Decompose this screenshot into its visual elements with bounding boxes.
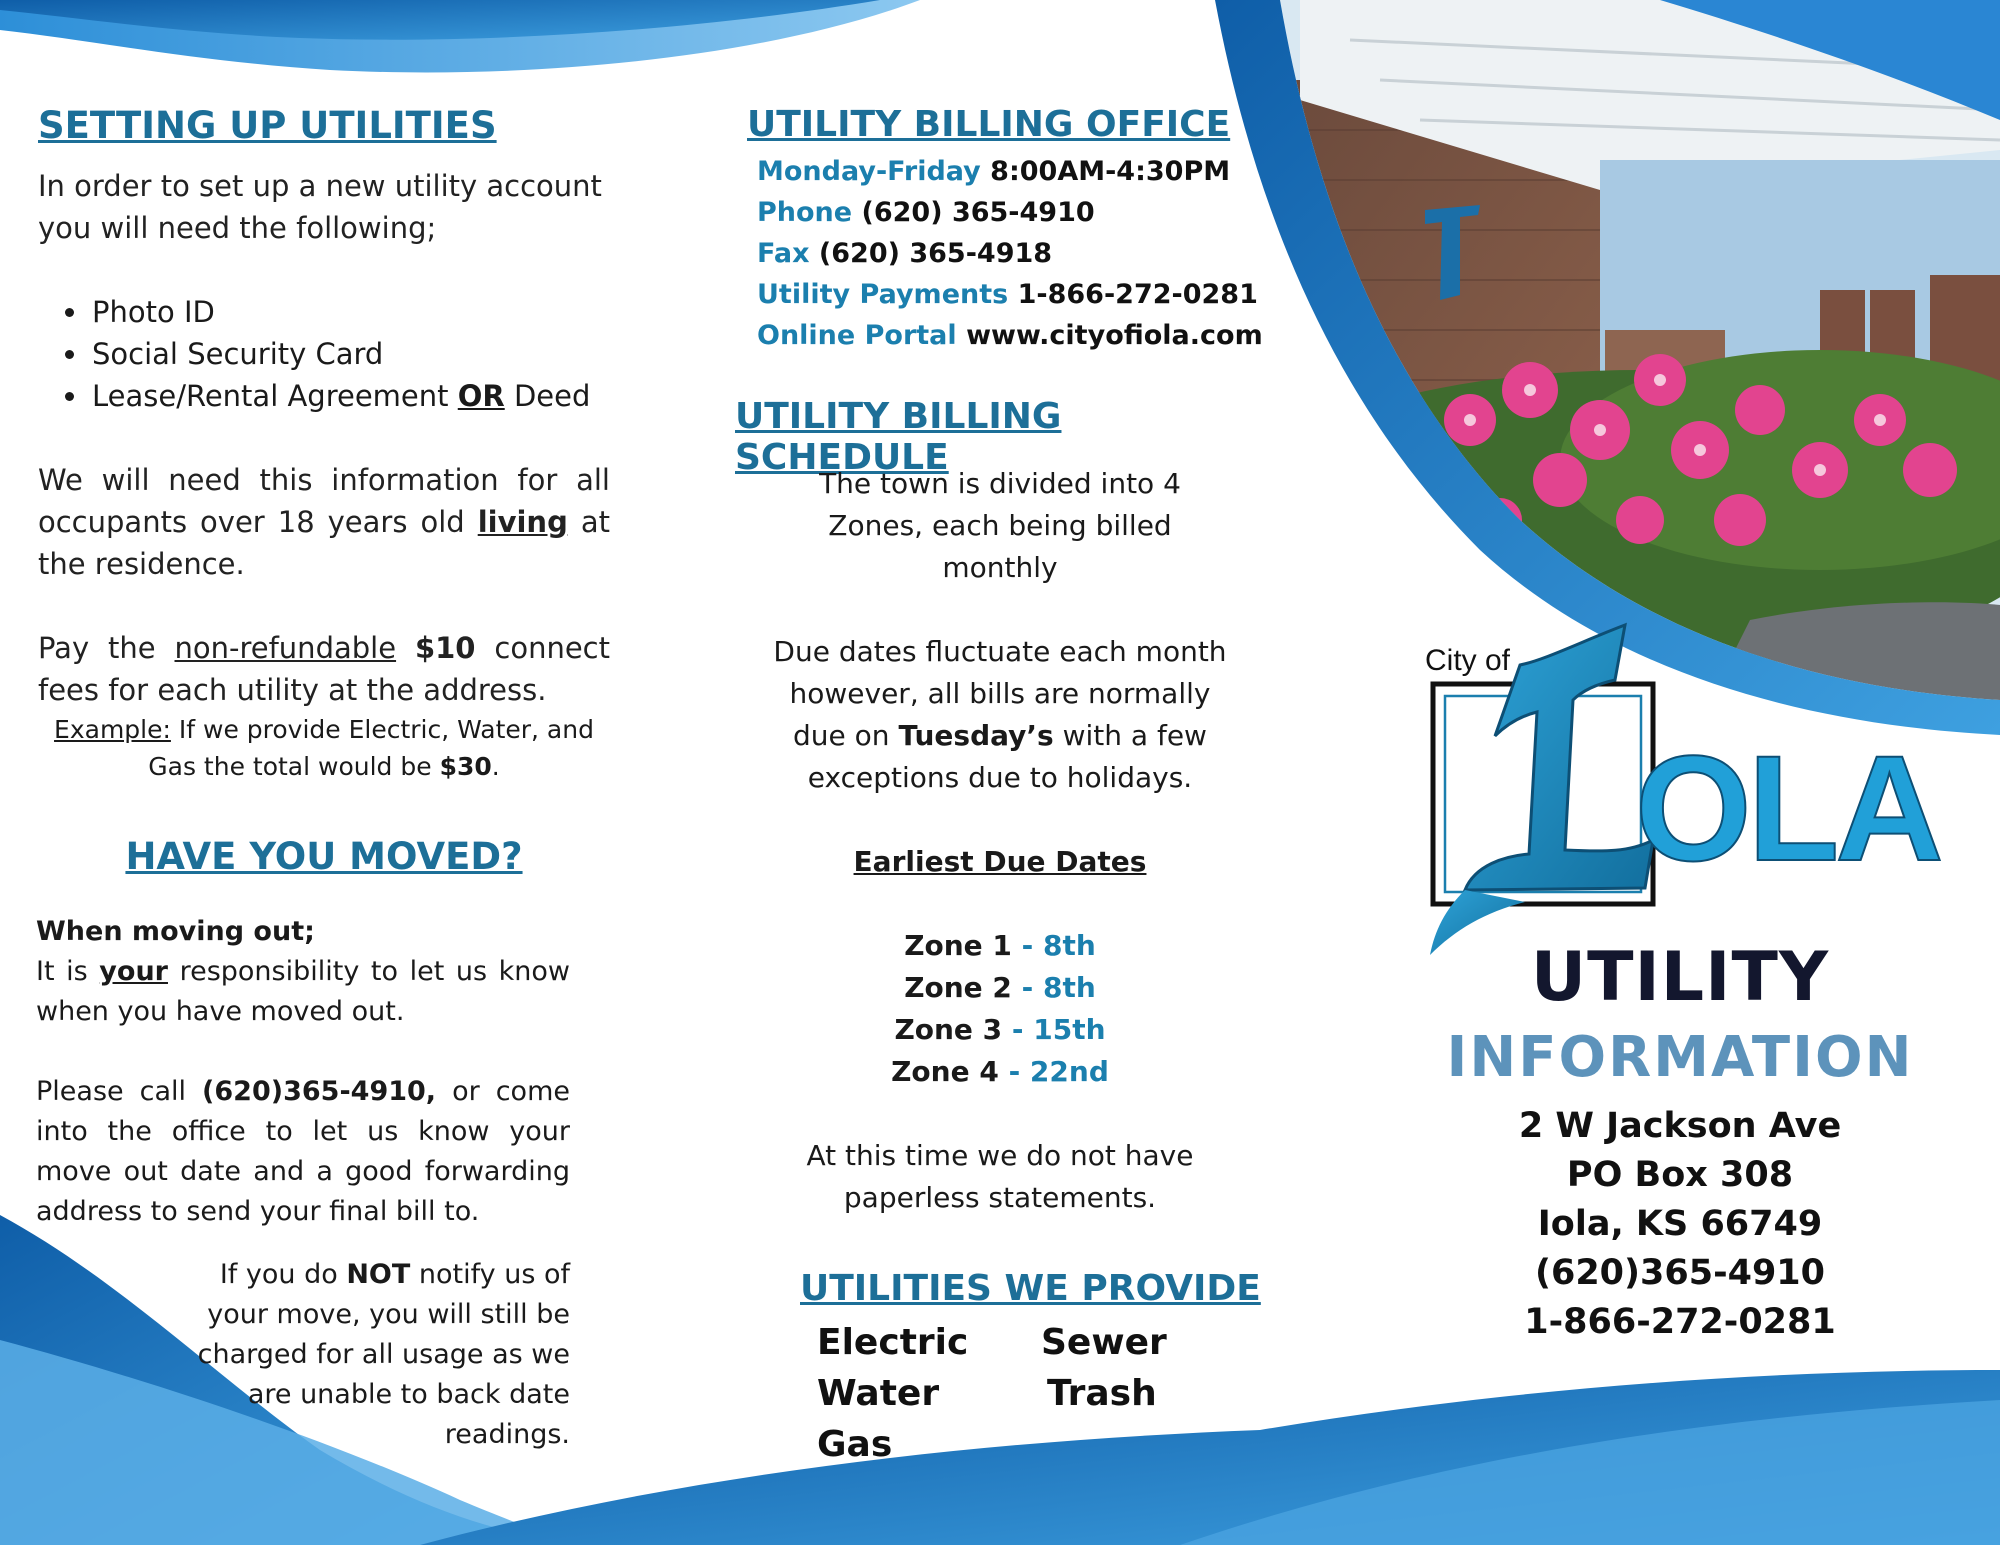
office-section <box>735 104 1265 478</box>
top-left-wave <box>0 0 920 72</box>
provide-title: UTILITIES WE PROVIDE <box>800 1268 1261 1309</box>
not-notify-note: If you do NOT notify us of your move, you will still be charged for all usage as we are unable to back date readings. <box>197 1259 570 1450</box>
example-total: $30 <box>439 752 492 781</box>
address-line: Iola, KS 66749 <box>1537 1204 1823 1244</box>
fee-amount: $10 <box>414 631 476 665</box>
zone-item: Zone 2 - 8th <box>904 971 1096 1004</box>
online-portal-line[interactable]: Online Portal www.cityofiola.com <box>757 320 1263 351</box>
list-item: • Social Security Card <box>90 333 610 375</box>
moved-title: HAVE YOU MOVED? <box>125 835 523 878</box>
due-day: Tuesday’s <box>898 719 1054 752</box>
not-emphasis: NOT <box>346 1259 411 1290</box>
office-hours: Monday-Friday 8:00AM-4:30PM <box>757 156 1231 187</box>
city-of-text: City of <box>1425 644 1511 677</box>
lease-text: Lease/Rental Agreement <box>92 379 449 413</box>
office-fax-line: Fax (620) 365-4918 <box>757 238 1053 269</box>
schedule-title: UTILITY BILLING SCHEDULE <box>735 396 1062 478</box>
moved-section <box>36 912 570 1232</box>
office-details <box>757 151 1265 356</box>
city-address <box>1480 1102 1880 1347</box>
fee-example: Example: If we provide Electric, Water, and Gas the total would be $30. <box>54 715 594 781</box>
schedule-section <box>770 463 1230 1219</box>
address-line: 2 W Jackson Ave <box>1518 1106 1842 1146</box>
zone-item: Zone 3 - 15th <box>894 1013 1106 1046</box>
address-tollfree: 1-866-272-0281 <box>1524 1302 1836 1342</box>
fee-note: Pay the non-refundable $10 connect fees for each utility at the address. <box>38 631 610 707</box>
or-text: OR <box>457 379 505 413</box>
spacer <box>770 589 1230 631</box>
list-item: Sewer <box>1041 1322 1167 1363</box>
address-line: PO Box 308 <box>1566 1155 1794 1195</box>
list-item: Gas <box>817 1424 893 1465</box>
office-phone: (620)365-4910, <box>202 1076 437 1107</box>
zone-item: Zone 4 - 22nd <box>891 1055 1109 1088</box>
responsibility-note: It is your responsibility to let us know when you have moved out. <box>36 956 570 1027</box>
spacer <box>38 417 610 459</box>
spacer <box>36 1032 570 1072</box>
moving-out-heading: When moving out; <box>36 916 315 947</box>
list-item: Electric <box>817 1322 969 1363</box>
deed-text: Deed <box>513 379 591 413</box>
brochure-title: UTILITY <box>1530 938 1830 1017</box>
office-title: UTILITY BILLING OFFICE <box>747 104 1231 145</box>
living-emphasis: living <box>477 505 568 539</box>
occupants-note: We will need this information for all occupants over 18 years old living at the residence. <box>38 463 611 581</box>
brochure-subtitle: INFORMATION <box>1446 1025 1914 1090</box>
setup-title: SETTING UP UTILITIES <box>38 104 497 147</box>
office-phone-line: Phone (620) 365-4910 <box>757 197 1095 228</box>
call-note: Please call (620)365-4910, or come into the office to let us know your move out date and a good forwarding address to send your final bill to. <box>36 1076 570 1227</box>
spacer <box>770 883 1230 925</box>
utilities-list <box>817 1320 1217 1467</box>
earliest-due-title: Earliest Due Dates <box>853 845 1147 878</box>
spacer <box>38 249 610 291</box>
list-item <box>90 375 610 417</box>
iola-wordmark: OLA <box>1635 724 1940 892</box>
setup-section <box>38 104 610 892</box>
spacer <box>38 585 610 627</box>
city-of-iola-logo <box>1425 620 1945 960</box>
list-item: Trash <box>1047 1373 1157 1414</box>
paperless-note: At this time we do not have paperless statements. <box>806 1139 1194 1214</box>
address-phone: (620)365-4910 <box>1534 1253 1826 1293</box>
list-item: Water <box>817 1373 940 1414</box>
spacer <box>770 1093 1230 1135</box>
list-item: • Photo ID <box>90 291 610 333</box>
your-emphasis: your <box>99 956 168 987</box>
due-dates-text: Due dates fluctuate each month however, all bills are normally due on Tuesday’s with a few exceptions due to holidays. <box>773 635 1227 794</box>
zone-item: Zone 1 - 8th <box>904 929 1096 962</box>
example-label: Example: <box>54 715 171 744</box>
non-refundable-text: non-refundable <box>174 631 397 665</box>
requirements-list <box>38 291 610 417</box>
utility-payments-line: Utility Payments 1-866-272-0281 <box>757 279 1258 310</box>
setup-intro: In order to set up a new utility account you will need the following; <box>38 169 602 245</box>
spacer <box>770 799 1230 841</box>
zones-text: The town is divided into 4 Zones, each being billed monthly <box>819 467 1181 584</box>
